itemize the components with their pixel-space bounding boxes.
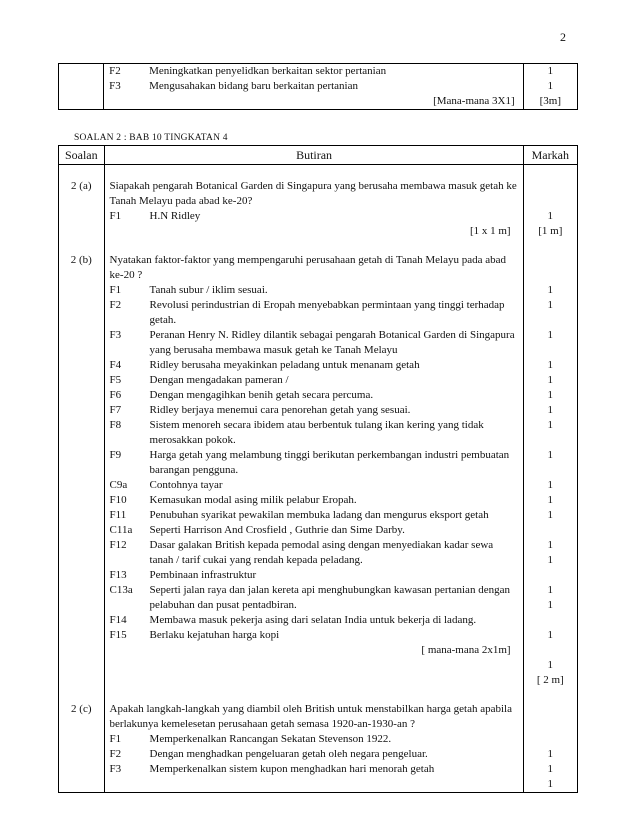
- question-text: Nyatakan faktor-faktor yang mempengaruhi perusahaan getah di Tanah Melayu pada abad ke-20 ?: [109, 254, 507, 281]
- total-mark: [1 m]: [538, 225, 563, 237]
- question-row-2a: 2 (a) Siapakah pengarah Botanical Garden di Singapura yang berusaha membawa masuk getah ke Tanah Melayu pada abad ke-20? F1 H.N Ridley [1 x 1 m] 1 [1 m]: [59, 179, 578, 239]
- list-item: F4 Ridley berusaha meyakinkan peladang untuk menanam getah: [109, 359, 420, 371]
- question-label: 2 (c): [59, 702, 105, 793]
- header-markah: Markah: [523, 146, 577, 165]
- total-mark: [ 2 m]: [536, 674, 564, 686]
- total-label: [1 x 1 m]: [469, 225, 511, 237]
- answer-table: [58, 145, 578, 793]
- list-item: F13 Pembinaan infrastruktur: [109, 569, 257, 581]
- question-label: 2 (b): [59, 253, 105, 688]
- list-item: F7 Ridley berjaya menemui cara penorehan getah yang sesuai.: [109, 404, 411, 416]
- page-number: 2: [560, 30, 566, 44]
- list-item: F8 Sistem menoreh secara ibidem atau berbentuk tulang ikan kering yang tidak merosakkan pokok.: [109, 419, 484, 446]
- list-item: F15 Berlaku kejatuhan harga kopi: [109, 629, 280, 641]
- list-item: F10 Kemasukan modal asing milik pelabur Eropah.: [109, 494, 357, 506]
- question-row-2b: 2 (b) Nyatakan faktor-faktor yang mempengaruhi perusahaan getah di Tanah Melayu pada abad ke-20 ? F1 Tanah subur / iklim sesuai. F2 Revolusi perindustrian di Eropah menyebabkan permintaan yang tinggi terhadap getah. F3 Peranan Henry N. Ridley dilantik sebagai pengarah Botanical Garden di Singapura yang berusaha membawa masuk getah ke Tanah Melayu F4 Ridley berusaha meyakinkan peladang untuk menanam getah F5 Dengan mengadakan pameran / F6 Dengan mengagihkan benih getah secara percuma. F7 Ridley berjaya menemui cara penorehan getah yang sesuai. F8 Sistem menoreh secara ibidem atau berbentuk tulang ikan kering yang tidak merosakkan pokok. F9 Harga getah yang melambung tinggi berikutan perkembangan industri pembuatan barangan pengguna. C9a Contohnya tayar F10 Kemasukan modal asing milik pelabur Eropah. F11 Penubuhan syarikat pewakilan membuka ladang dan mengurus eksport getah C11a Seperti Harrison And Crosfield , Guthrie dan Sime Darby. F12 Dasar galakan British kepada pemodal asing dengan menyediakan kadar sewa tanah / tarif cukai yang rendah kepada peladang. F13 Pembinaan infrastruktur C13a Seperti jalan raya dan jalan kereta api menghubungkan kawasan pertanian dengan pelabuhan dan pusat pentadbiran. F14 Membawa masuk pekerja asing dari selatan India untuk bekerja di ladang. F15 Berlaku kejatuhan harga kopi [ mana-mana 2x1m] 1 1 1 1 1 1 1 1 1 1 1 1 1 1 1 1 1 1 [ 2 m]: [59, 253, 578, 688]
- list-item: C9a Contohnya tayar: [109, 479, 223, 491]
- list-item: F2 Dengan menghadkan pengeluaran getah oleh negara pengeluar.: [109, 748, 428, 760]
- question-row-2c: 2 (c) Apakah langkah-langkah yang diambil oleh British untuk menstabilkan harga getah apabila berlakunya kemelesetan perusahaan getah semasa 1920-an-1930-an ? F1 Memperkenalkan Rancangan Sekatan Stevenson 1922. F2 Dengan menghadkan pengeluaran getah oleh negara pengeluar. F3 Memperkenalkan sistem kupon menghadkan hari menorah getah 1 1 1: [59, 702, 578, 793]
- list-item: F9 Harga getah yang melambung tinggi berikutan perkembangan industri pembuatan barangan pengguna.: [109, 449, 510, 476]
- list-item: C11a Seperti Harrison And Crosfield , Guthrie dan Sime Darby.: [109, 524, 405, 536]
- question-text: Apakah langkah-langkah yang diambil oleh British untuk menstabilkan harga getah apabila berlakunya kemelesetan perusahaan getah semasa 1920-an-1930-an ?: [109, 703, 512, 730]
- top-answer-table: [58, 63, 578, 110]
- total-label: [ mana-mana 2x1m]: [421, 644, 511, 656]
- table-header: [59, 146, 578, 165]
- total-mark: [3m]: [539, 95, 562, 107]
- table-row: F2 Meningkatkan penyelidkan berkaitan sektor pertanian F3 Mengusahakan bidang baru berkaitan pertanian [Mana-mana 3X1] 1 1 [3m]: [59, 64, 578, 110]
- list-item: F1 Memperkenalkan Rancangan Sekatan Stevenson 1922.: [109, 733, 392, 745]
- list-item: F1 Tanah subur / iklim sesuai.: [109, 284, 268, 296]
- header-soalan: Soalan: [59, 146, 105, 165]
- list-item: F2 Meningkatkan penyelidkan berkaitan sektor pertanian: [109, 65, 387, 77]
- total-label: [Mana-mana 3X1]: [433, 95, 515, 107]
- question-label: 2 (a): [59, 179, 105, 239]
- list-item: F12 Dasar galakan British kepada pemodal asing dengan menyediakan kadar sewa tanah / tarif cukai yang rendah kepada peladang.: [109, 539, 494, 566]
- list-item: F3 Peranan Henry N. Ridley dilantik sebagai pengarah Botanical Garden di Singapura yang berusaha membawa masuk getah ke Tanah Melayu: [109, 329, 515, 356]
- list-item: F3 Memperkenalkan sistem kupon menghadkan hari menorah getah: [109, 763, 435, 775]
- list-item: C13a Seperti jalan raya dan jalan kereta api menghubungkan kawasan pertanian dengan pelabuhan dan pusat pentadbiran.: [109, 584, 510, 611]
- list-item: F6 Dengan mengagihkan benih getah secara percuma.: [109, 389, 374, 401]
- list-item: F14 Membawa masuk pekerja asing dari selatan India untuk bekerja di ladang.: [109, 614, 477, 626]
- list-item: F2 Revolusi perindustrian di Eropah menyebabkan permintaan yang tinggi terhadap getah.: [109, 299, 505, 326]
- list-item: F11 Penubuhan syarikat pewakilan membuka ladang dan mengurus eksport getah: [109, 509, 489, 521]
- section-title: SOALAN 2 : BAB 10 TINGKATAN 4: [74, 133, 228, 143]
- list-item: F1 H.N Ridley: [109, 210, 201, 222]
- question-text: Siapakah pengarah Botanical Garden di Singapura yang berusaha membawa masuk getah ke Tanah Melayu pada abad ke-20?: [109, 180, 517, 207]
- list-item: F5 Dengan mengadakan pameran /: [109, 374, 289, 386]
- list-item: F3 Mengusahakan bidang baru berkaitan pertanian: [109, 80, 358, 92]
- header-butiran: Butiran: [104, 146, 523, 165]
